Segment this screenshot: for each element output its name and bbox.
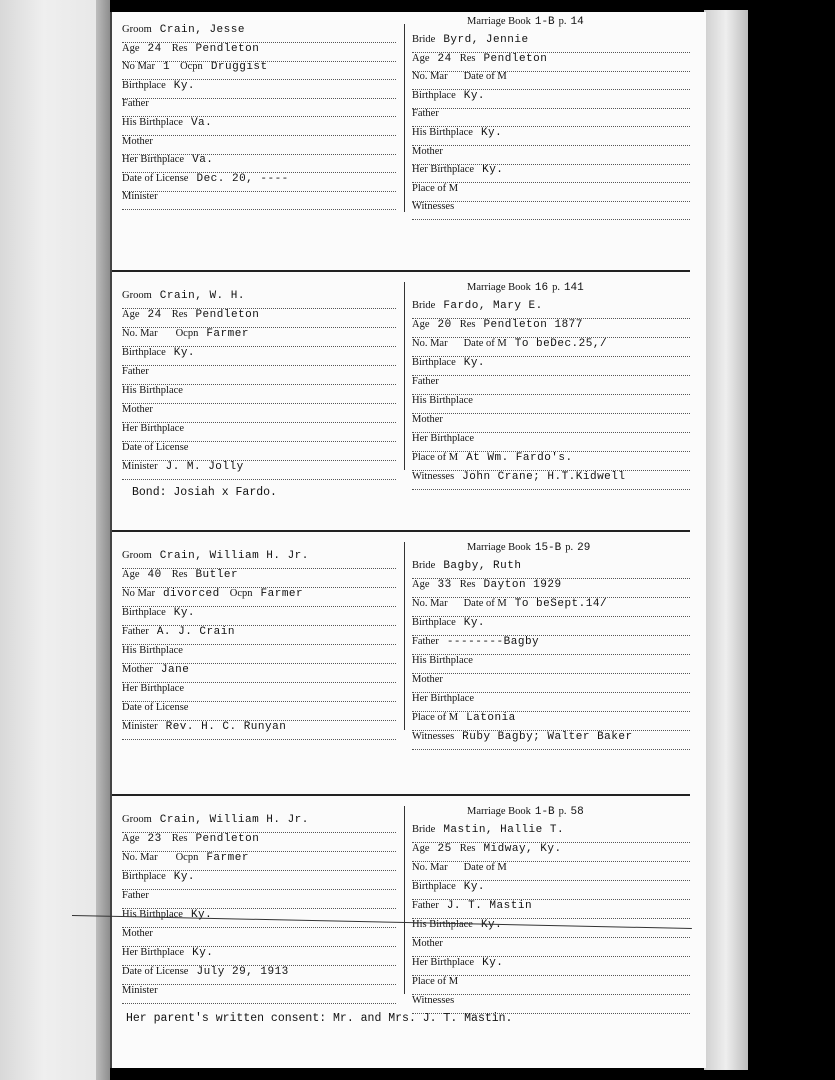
field-label: Res (171, 833, 188, 844)
groom-field (122, 607, 396, 626)
field-label: Birthplace (122, 79, 166, 91)
groom-field (122, 423, 396, 442)
bride-field (412, 824, 690, 843)
field-label: Age (122, 42, 140, 54)
field-value: J. M. Jolly (165, 461, 244, 473)
groom-field (122, 347, 396, 366)
bride-field (412, 843, 690, 862)
field-value: To beDec.25,/ (514, 338, 608, 350)
groom-field (122, 683, 396, 702)
groom-field (122, 852, 396, 871)
bride-field (412, 617, 690, 636)
groom-field (122, 871, 396, 890)
field-label: Father (122, 890, 149, 901)
field-label: Age (122, 833, 140, 844)
field-label: No. Mar (412, 71, 448, 83)
field-label: Res (171, 569, 188, 580)
groom-field (122, 442, 396, 461)
field-value: Ky. (173, 79, 196, 92)
field-value: Bagby, Ruth (443, 560, 522, 572)
groom-field (122, 550, 396, 569)
field-label: Date of License (122, 172, 189, 184)
field-label: Minister (122, 985, 158, 996)
field-label: Minister (122, 191, 158, 203)
field-label: Birthplace (412, 89, 456, 101)
field-value: Dec. 20, ---- (196, 172, 289, 185)
field-label: Res (459, 319, 476, 330)
field-value: 24 (437, 52, 452, 65)
field-label: Her Birthplace (122, 947, 185, 958)
field-label: Bride (412, 560, 436, 571)
book-page-label: p. (552, 282, 560, 293)
field-value: Mastin, Hallie T. (443, 824, 565, 836)
bride-field (412, 319, 690, 338)
field-label: No Mar (122, 61, 155, 73)
field-label: No. Mar (412, 598, 448, 609)
groom-field (122, 117, 396, 136)
bride-field (412, 900, 690, 919)
field-value: Butler (195, 569, 239, 581)
field-label: His Birthplace (122, 645, 183, 656)
field-value: Byrd, Jennie (443, 34, 529, 46)
bride-field (412, 201, 690, 220)
field-value: Pendleton (195, 309, 260, 321)
groom-field (122, 947, 396, 966)
field-label: His Birthplace (412, 127, 473, 138)
bride-field (412, 693, 690, 712)
record-separator (112, 794, 690, 796)
field-value: Ky. (463, 357, 486, 369)
book-page-label: p. (558, 16, 567, 27)
bride-field (412, 183, 690, 202)
record-separator (112, 270, 690, 272)
field-label: Ocpn (175, 852, 199, 863)
field-label: Birthplace (412, 881, 456, 892)
field-label: Father (122, 366, 149, 377)
field-value: Ky. (173, 607, 196, 619)
field-label: Date of M (463, 71, 507, 83)
bride-field (412, 34, 690, 53)
field-label: No. Mar (412, 338, 448, 349)
bride-field (412, 376, 690, 395)
groom-field (122, 61, 396, 80)
field-label: Bride (412, 824, 436, 835)
groom-field (122, 366, 396, 385)
book-page: 58 (570, 806, 584, 818)
groom-field (122, 80, 396, 99)
bride-field (412, 357, 690, 376)
field-value: Va. (190, 117, 213, 129)
field-label: Birthplace (412, 617, 456, 628)
field-value: Rev. H. C. Runyan (165, 721, 287, 733)
marriage-book-ref (467, 282, 584, 294)
field-label: Witnesses (412, 995, 455, 1006)
field-label: Birthplace (122, 347, 166, 358)
field-label: Res (171, 42, 188, 54)
field-label: No. Mar (122, 328, 158, 339)
field-value: 20 (437, 319, 452, 331)
bride-field (412, 471, 690, 490)
book-book-label: Marriage Book (467, 542, 531, 553)
scan-left-margin (0, 0, 110, 1080)
field-value: Ky. (480, 127, 503, 139)
groom-field (122, 664, 396, 683)
field-value: Crain, William H. Jr. (159, 814, 309, 826)
book-book: 1-B (534, 16, 555, 28)
field-label: His Birthplace (122, 385, 183, 396)
field-label: Place of M (412, 452, 459, 463)
field-label: Place of M (412, 976, 459, 987)
field-label: Groom (122, 550, 152, 561)
bride-field (412, 71, 690, 90)
field-value: Pendleton 1877 (483, 319, 583, 331)
book-page: 29 (577, 542, 591, 554)
bride-field (412, 53, 690, 72)
groom-field (122, 385, 396, 404)
field-label: Ocpn (180, 61, 203, 73)
field-value: 33 (437, 579, 452, 591)
field-label: Minister (122, 461, 158, 472)
bride-field (412, 146, 690, 165)
bride-field (412, 579, 690, 598)
field-value: Ky. (192, 947, 214, 959)
field-label: Groom (122, 290, 152, 301)
field-value: --------Bagby (446, 636, 540, 648)
groom-field (122, 404, 396, 423)
bride-field (412, 300, 690, 319)
field-label: His Birthplace (412, 395, 473, 406)
field-label: No. Mar (122, 852, 158, 863)
field-label: Birthplace (412, 357, 456, 368)
bride-field (412, 976, 690, 995)
bride-field (412, 90, 690, 109)
bride-field (412, 433, 690, 452)
book-book: 1-B (534, 806, 555, 818)
field-value: Ky. (463, 89, 486, 102)
field-label: His Birthplace (412, 919, 473, 930)
field-label: Bride (412, 34, 436, 45)
field-value: Farmer (206, 328, 249, 340)
field-label: Mother (412, 674, 443, 685)
bride-field (412, 395, 690, 414)
field-label: His Birthplace (412, 655, 473, 666)
field-value: 23 (147, 833, 162, 845)
field-value: Ky. (173, 871, 196, 883)
field-label: Father (122, 626, 149, 637)
field-label: His Birthplace (122, 909, 183, 920)
field-label: Res (171, 309, 188, 320)
marriage-book-ref (467, 542, 590, 554)
groom-field (122, 136, 396, 155)
groom-field (122, 328, 396, 347)
field-value: To beSept.14/ (514, 598, 608, 610)
field-value: 25 (437, 843, 452, 855)
field-label: Mother (122, 404, 153, 415)
bride-field (412, 598, 690, 617)
bride-field (412, 674, 690, 693)
marriage-record-card (110, 12, 706, 1068)
groom-field (122, 833, 396, 852)
field-label: Age (412, 843, 430, 854)
field-label: Mother (412, 145, 443, 157)
field-label: Res (459, 843, 476, 854)
field-label: Age (412, 579, 430, 590)
groom-field (122, 702, 396, 721)
field-label: Mother (412, 938, 443, 949)
groom-field (122, 814, 396, 833)
field-label: Age (412, 52, 430, 64)
field-label: Mother (122, 928, 153, 939)
bride-field (412, 919, 690, 938)
groom-field (122, 24, 396, 43)
field-label: Her Birthplace (412, 693, 475, 704)
groom-field (122, 890, 396, 909)
field-value: Ky. (173, 347, 196, 359)
field-label: Witnesses (412, 201, 455, 213)
field-label: Date of License (122, 702, 189, 713)
field-value: Latonia (466, 712, 516, 724)
bride-field (412, 452, 690, 471)
field-label: Witnesses (412, 471, 455, 482)
field-label: Age (122, 309, 140, 320)
field-label: Father (412, 900, 439, 911)
field-value: Pendleton (195, 42, 260, 55)
groom-field (122, 928, 396, 947)
bride-field (412, 712, 690, 731)
field-label: Her Birthplace (122, 683, 185, 694)
field-value: Pendleton (195, 833, 260, 845)
book-book: 15-B (534, 542, 562, 554)
field-value: Dayton 1929 (483, 579, 562, 591)
field-value: Ky. (463, 617, 486, 629)
groom-field (122, 645, 396, 664)
field-label: No Mar (122, 588, 155, 599)
scan-right-edge (704, 10, 748, 1070)
column-divider (404, 282, 405, 470)
book-page-label: p. (565, 542, 574, 553)
field-label: His Birthplace (122, 117, 183, 128)
field-label: Place of M (412, 182, 459, 194)
bride-field (412, 957, 690, 976)
column-divider (404, 542, 405, 730)
bride-field (412, 862, 690, 881)
field-label: Her Birthplace (412, 433, 475, 444)
field-label: Father (412, 108, 439, 120)
field-value: Ky. (482, 957, 504, 969)
field-value: 24 (147, 309, 162, 321)
field-label: Her Birthplace (412, 164, 475, 176)
field-value: John Crane; H.T.Kidwell (462, 471, 626, 483)
marriage-book-ref (467, 16, 584, 28)
book-book: 16 (534, 282, 549, 294)
book-book-label: Marriage Book (467, 806, 531, 817)
book-page: 141 (563, 282, 584, 294)
field-label: Place of M (412, 712, 459, 723)
field-label: Date of M (463, 338, 507, 349)
bride-field (412, 164, 690, 183)
field-value: J. T. Mastin (446, 900, 533, 912)
bride-field (412, 108, 690, 127)
marriage-record (112, 530, 706, 780)
marriage-record (112, 270, 706, 520)
field-value: Pendleton (483, 52, 548, 65)
groom-field (122, 985, 396, 1004)
field-label: Date of License (122, 442, 189, 453)
binding-shadow (96, 0, 110, 1080)
groom-field (122, 588, 396, 607)
field-label: Birthplace (122, 607, 166, 618)
field-label: Date of M (463, 598, 507, 609)
field-label: Age (412, 319, 430, 330)
field-label: Groom (122, 814, 152, 825)
field-label: Minister (122, 721, 158, 732)
bride-field (412, 731, 690, 750)
field-value: Ky. (480, 919, 503, 931)
field-label: Mother (412, 414, 443, 425)
field-label: Father (122, 98, 149, 110)
groom-field (122, 569, 396, 588)
field-label: Groom (122, 24, 152, 35)
field-value: Crain, W. H. (159, 290, 245, 302)
field-value: Jane (160, 664, 190, 676)
marriage-record (112, 12, 706, 262)
field-label: Date of License (122, 966, 189, 977)
field-label: Her Birthplace (122, 423, 185, 434)
field-value: Crain, Jesse (159, 24, 245, 36)
groom-field (122, 191, 396, 210)
field-label: Father (412, 376, 439, 387)
book-book-label: Marriage Book (467, 282, 531, 293)
field-label: Father (412, 636, 439, 647)
field-value: Midway, Ky. (483, 843, 562, 855)
book-page-label: p. (558, 806, 567, 817)
book-page: 14 (570, 16, 584, 28)
field-value: At Wm. Fardo's. (466, 452, 573, 464)
field-label: No. Mar (412, 862, 448, 873)
field-label: Age (122, 569, 140, 580)
field-value: Farmer (206, 852, 249, 864)
field-label: Ocpn (175, 328, 199, 339)
field-value: Farmer (260, 588, 304, 600)
bride-field (412, 938, 690, 957)
bride-field (412, 414, 690, 433)
bride-field (412, 127, 690, 146)
field-value: A. J. Crain (156, 626, 235, 638)
field-label: Her Birthplace (412, 957, 475, 968)
field-label: Ocpn (229, 588, 253, 599)
groom-field (122, 309, 396, 328)
marriage-book-ref (467, 806, 584, 818)
bride-field (412, 338, 690, 357)
bride-field (412, 560, 690, 579)
field-label: Witnesses (412, 731, 455, 742)
field-value: July 29, 1913 (196, 966, 289, 978)
marriage-record (112, 794, 706, 1044)
record-separator (112, 530, 690, 532)
book-book-label: Marriage Book (467, 16, 531, 27)
field-label: Her Birthplace (122, 154, 185, 166)
groom-field (122, 173, 396, 192)
groom-field (122, 626, 396, 645)
bride-field (412, 655, 690, 674)
groom-field (122, 461, 396, 480)
field-value: Crain, William H. Jr. (159, 550, 309, 562)
bride-field (412, 881, 690, 900)
field-value: Ky. (482, 164, 504, 177)
field-label: Res (459, 52, 476, 64)
field-label: Res (459, 579, 476, 590)
field-value: Fardo, Mary E. (443, 300, 543, 312)
field-value: Ruby Bagby; Walter Baker (462, 731, 633, 743)
groom-field (122, 154, 396, 173)
groom-field (122, 290, 396, 309)
field-value: Ky. (190, 909, 213, 921)
column-divider (404, 806, 405, 994)
field-value: 24 (147, 42, 162, 55)
field-value: Druggist (210, 61, 268, 74)
field-label: Mother (122, 135, 153, 147)
field-value: 40 (147, 569, 162, 581)
groom-field (122, 721, 396, 740)
field-label: Date of M (463, 862, 507, 873)
groom-field (122, 43, 396, 62)
record-note: Her parent's written consent: Mr. and Mrs. J. T. Mastin. (126, 1012, 513, 1025)
field-value: 1 (162, 61, 171, 74)
field-label: Mother (122, 664, 153, 675)
groom-field (122, 98, 396, 117)
field-value: Va. (192, 154, 214, 167)
record-note: Bond: Josiah x Fardo. (132, 486, 277, 499)
field-value: divorced (162, 588, 220, 600)
field-label: Birthplace (122, 871, 166, 882)
field-value: Ky. (463, 881, 486, 893)
field-label: Bride (412, 300, 436, 311)
bride-field (412, 636, 690, 655)
column-divider (404, 24, 405, 212)
groom-field (122, 966, 396, 985)
